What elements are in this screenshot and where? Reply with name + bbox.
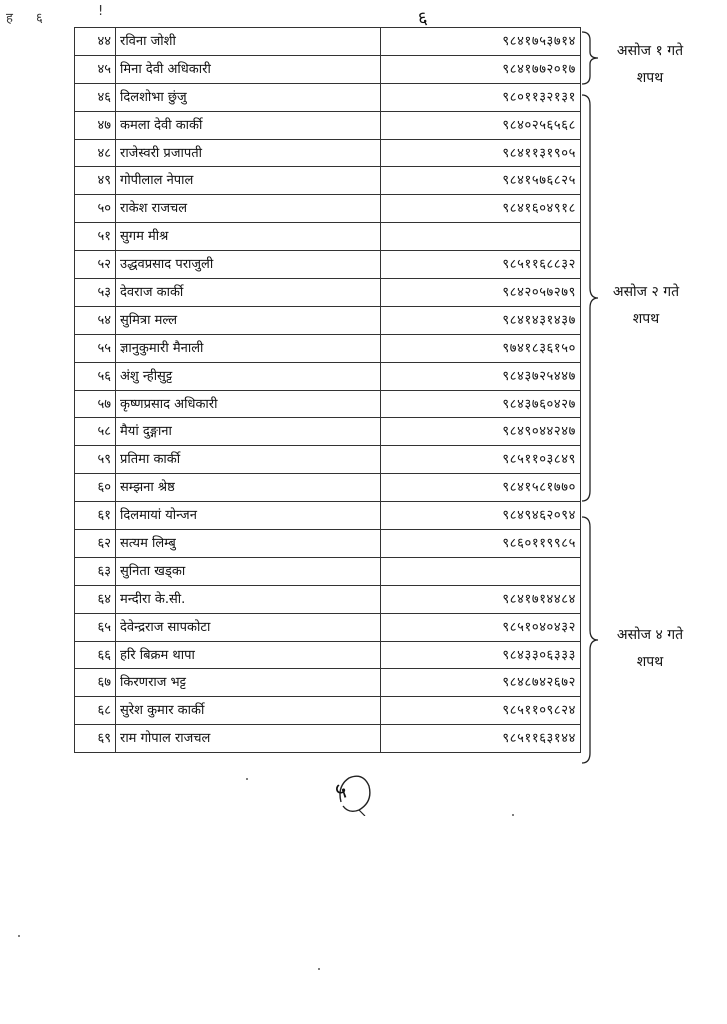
serial-number-cell: ५४: [75, 306, 116, 334]
name-cell: सुगम मीश्र: [116, 223, 381, 251]
serial-number-cell: ४९: [75, 167, 116, 195]
serial-number-cell: ६३: [75, 557, 116, 585]
phone-cell: [381, 223, 581, 251]
phone-cell: ९८४९४६२०९४: [381, 502, 581, 530]
name-cell: उद्धवप्रसाद पराजुली: [116, 251, 381, 279]
table-row: [75, 446, 581, 474]
table-row: [75, 139, 581, 167]
name-cell: कमला देवी कार्की: [116, 111, 381, 139]
name-cell: सत्यम लिम्बु: [116, 530, 381, 558]
group-label-2: [591, 279, 701, 332]
group-label-3-oath: शपथ: [636, 653, 664, 670]
phone-cell: ९८५११०३८४९: [381, 446, 581, 474]
name-cell: हरि बिक्रम थापा: [116, 641, 381, 669]
table-row: [75, 111, 581, 139]
table-row: [75, 55, 581, 83]
table-row: [75, 279, 581, 307]
group-label-1: [595, 38, 705, 91]
table-row: [75, 641, 581, 669]
page-number-top: ६: [416, 7, 429, 30]
name-cell: राकेश राजचल: [116, 195, 381, 223]
serial-number-cell: ५७: [75, 390, 116, 418]
table-row: [75, 362, 581, 390]
serial-number-cell: ६५: [75, 613, 116, 641]
serial-number-cell: ६४: [75, 585, 116, 613]
name-cell: प्रतिमा कार्की: [116, 446, 381, 474]
name-cell: मन्दीरा के.सी.: [116, 585, 381, 613]
serial-number-cell: ५३: [75, 279, 116, 307]
serial-number-cell: ६७: [75, 669, 116, 697]
phone-cell: ९८४१७१४४८४: [381, 585, 581, 613]
serial-number-cell: ६८: [75, 697, 116, 725]
corner-mark-3: !: [98, 4, 104, 19]
scan-speck: [318, 968, 320, 970]
roster-table: [74, 27, 581, 753]
phone-cell: ९८४१६०४९१८: [381, 195, 581, 223]
page-number-bottom: ५: [333, 778, 349, 805]
name-cell: राजेस्वरी प्रजापती: [116, 139, 381, 167]
corner-mark-2: ६: [36, 11, 43, 26]
roster-table-container: [74, 27, 581, 753]
serial-number-cell: ४६: [75, 83, 116, 111]
name-cell: सुरेश कुमार कार्की: [116, 697, 381, 725]
serial-number-cell: ६०: [75, 474, 116, 502]
group-label-3-date: असोज ४ गते: [616, 627, 684, 643]
phone-cell: ९८४८७४२६७२: [381, 669, 581, 697]
phone-cell: ९८५११६८८३२: [381, 251, 581, 279]
table-row: [75, 167, 581, 195]
group-label-2-date: असोज २ गते: [612, 284, 680, 300]
table-row: [75, 195, 581, 223]
phone-cell: ९८५११६३१४४: [381, 725, 581, 753]
phone-cell: ९८५११०९८२४: [381, 697, 581, 725]
serial-number-cell: ६१: [75, 502, 116, 530]
serial-number-cell: ४४: [75, 28, 116, 56]
serial-number-cell: ५८: [75, 418, 116, 446]
serial-number-cell: ५६: [75, 362, 116, 390]
serial-number-cell: ५२: [75, 251, 116, 279]
phone-cell: ९८४९०४४२४७: [381, 418, 581, 446]
serial-number-cell: ४७: [75, 111, 116, 139]
name-cell: राम गोपाल राजचल: [116, 725, 381, 753]
name-cell: अंशु न्हीसुट्ट: [116, 362, 381, 390]
table-row: [75, 390, 581, 418]
name-cell: गोपीलाल नेपाल: [116, 167, 381, 195]
phone-cell: ९८०११३२१३१: [381, 83, 581, 111]
serial-number-cell: ४८: [75, 139, 116, 167]
table-row: [75, 613, 581, 641]
serial-number-cell: ५५: [75, 334, 116, 362]
name-cell: ज्ञानुकुमारी मैनाली: [116, 334, 381, 362]
scan-speck: [18, 935, 20, 937]
table-row: [75, 223, 581, 251]
phone-cell: ९८४१७५३७१४: [381, 28, 581, 56]
name-cell: मिना देवी अधिकारी: [116, 55, 381, 83]
phone-cell: ९८६०११९९८५: [381, 530, 581, 558]
table-row: [75, 669, 581, 697]
group-label-2-oath: शपथ: [632, 310, 660, 327]
name-cell: मैयां दुङ्गाना: [116, 418, 381, 446]
table-row: [75, 474, 581, 502]
phone-cell: ९८४१७७२०१७: [381, 55, 581, 83]
group-label-3: [595, 622, 705, 675]
table-row: [75, 502, 581, 530]
phone-cell: ९८४३३०६३३३: [381, 641, 581, 669]
table-row: [75, 697, 581, 725]
scan-speck: [512, 814, 514, 816]
name-cell: दिलमायां योन्जन: [116, 502, 381, 530]
group-label-1-oath: शपथ: [636, 69, 664, 86]
table-row: [75, 418, 581, 446]
table-row: [75, 557, 581, 585]
name-cell: देवेन्द्रराज सापकोटा: [116, 613, 381, 641]
name-cell: किरणराज भट्ट: [116, 669, 381, 697]
table-row: [75, 251, 581, 279]
name-cell: दिलशोभा छुंजु: [116, 83, 381, 111]
serial-number-cell: ६२: [75, 530, 116, 558]
roster-table-body: [75, 28, 581, 753]
phone-cell: [381, 557, 581, 585]
table-row: [75, 83, 581, 111]
phone-cell: ९८४३७२५४४७: [381, 362, 581, 390]
serial-number-cell: ६९: [75, 725, 116, 753]
phone-cell: ९८४३७६०४२७: [381, 390, 581, 418]
phone-cell: ९८४१४३१४३७: [381, 306, 581, 334]
phone-cell: ९८४२०५७२७९: [381, 279, 581, 307]
name-cell: सुनिता खड्का: [116, 557, 381, 585]
name-cell: देवराज कार्की: [116, 279, 381, 307]
name-cell: रविना जोशी: [116, 28, 381, 56]
serial-number-cell: ५९: [75, 446, 116, 474]
table-row: [75, 334, 581, 362]
serial-number-cell: ५०: [75, 195, 116, 223]
serial-number-cell: ४५: [75, 55, 116, 83]
table-row: [75, 585, 581, 613]
phone-cell: ९७४१८३६१५०: [381, 334, 581, 362]
phone-cell: ९८५१०४०४३२: [381, 613, 581, 641]
phone-cell: ९८४१५७६८२५: [381, 167, 581, 195]
name-cell: सुमित्रा मल्ल: [116, 306, 381, 334]
name-cell: सम्झना श्रेष्ठ: [116, 474, 381, 502]
phone-cell: ९८४१५८१७७०: [381, 474, 581, 502]
table-row: [75, 530, 581, 558]
phone-cell: ९८४११३१९०५: [381, 139, 581, 167]
name-cell: कृष्णप्रसाद अधिकारी: [116, 390, 381, 418]
serial-number-cell: ६६: [75, 641, 116, 669]
table-row: [75, 725, 581, 753]
table-row: [75, 306, 581, 334]
scan-speck: [246, 778, 248, 780]
group-label-1-date: असोज १ गते: [616, 43, 684, 59]
serial-number-cell: ५१: [75, 223, 116, 251]
corner-mark-1: ह: [6, 11, 13, 26]
phone-cell: ९८४०२५६५६८: [381, 111, 581, 139]
table-row: [75, 28, 581, 56]
